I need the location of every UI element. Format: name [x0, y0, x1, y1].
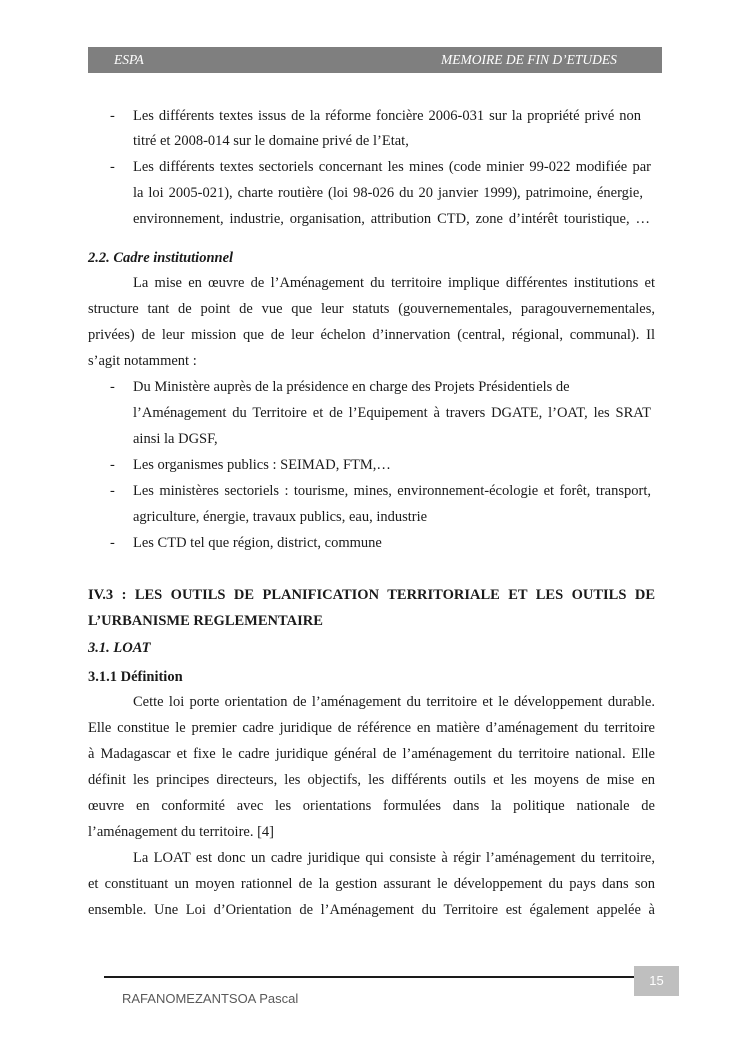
paragraph-line: La mise en œuvre de l’Aménagement du territoire implique différentes institutions et	[133, 275, 655, 291]
footer-author: RAFANOMEZANTSOA Pascal	[122, 991, 299, 1006]
list-bullet: -	[110, 535, 115, 551]
list-item-line: environnement, industrie, organisation, attribution CTD, zone d’intérêt touristique, …	[133, 211, 650, 227]
list-item-line: ainsi la DGSF,	[133, 431, 218, 447]
paragraph-line: à Madagascar et fixe le cadre juridique général de l’aménagement du territoire national. Elle	[88, 746, 655, 762]
list-item-line: l’Aménagement du Territoire et de l’Equipement à travers DGATE, l’OAT, les SRAT	[133, 405, 651, 421]
paragraph-line: ensemble. Une Loi d’Orientation de l’Aménagement du Territoire est également appelée à	[88, 902, 655, 918]
list-item-line: agriculture, énergie, travaux publics, eau, industrie	[133, 509, 428, 525]
paragraph-line: définit les principes directeurs, les objectifs, les différents outils et les moyens de mise en	[88, 772, 655, 788]
footer-divider	[104, 976, 634, 978]
list-item-line: Les CTD tel que région, district, commune	[133, 535, 382, 551]
subsection-heading: 3.1.1 Définition	[88, 669, 183, 685]
paragraph-line: et constituant un moyen rationnel de la gestion assurant le développement du pays dans son	[88, 876, 655, 892]
list-bullet: -	[110, 379, 115, 395]
header-right: MEMOIRE DE FIN D’ETUDES	[441, 52, 617, 67]
list-item-line: Les différents textes issus de la réforme foncière 2006-031 sur la propriété privé non	[133, 108, 641, 124]
paragraph-line: La LOAT est donc un cadre juridique qui consiste à régir l’aménagement du territoire,	[133, 850, 655, 866]
list-item-line: titré et 2008-014 sur le domaine privé de l’Etat,	[133, 133, 409, 149]
page-header	[88, 47, 662, 73]
chapter-title: IV.3 : LES OUTILS DE PLANIFICATION TERRITORIALE ET LES OUTILS DE	[88, 587, 655, 603]
paragraph-line: s’agit notamment :	[88, 353, 197, 369]
list-item-line: Les différents textes sectoriels concernant les mines (code minier 99-022 modifiée par	[133, 159, 651, 175]
chapter-title: L’URBANISME REGLEMENTAIRE	[88, 613, 323, 629]
list-bullet: -	[110, 457, 115, 473]
paragraph-line: Elle constitue le premier cadre juridique de référence en matière d’aménagement du territoire	[88, 720, 655, 736]
list-bullet: -	[110, 483, 115, 499]
paragraph-line: l’aménagement du territoire. [4]	[88, 824, 275, 840]
section-heading: 2.2. Cadre institutionnel	[88, 250, 234, 266]
header-left: ESPA	[114, 52, 144, 67]
paragraph-line: structure tant de point de vue que leur statuts (gouvernementales, paragouvernementales,	[88, 301, 655, 317]
list-item-line: Les organismes publics : SEIMAD, FTM,…	[133, 457, 391, 473]
list-item-line: Les ministères sectoriels : tourisme, mines, environnement-écologie et forêt, transport,	[133, 483, 651, 499]
paragraph-line: privées) de leur mission que de leur échelon d’innervation (central, régional, communal). Il	[88, 327, 655, 343]
paragraph-line: œuvre en conformité avec les orientations formulées dans la politique nationale de	[88, 798, 655, 814]
list-bullet: -	[110, 159, 115, 175]
list-item-line: Du Ministère auprès de la présidence en charge des Projets Présidentiels de	[133, 379, 570, 395]
subsection-heading: 3.1. LOAT	[88, 640, 151, 656]
page-number: 15	[634, 966, 679, 996]
list-bullet: -	[110, 108, 115, 124]
paragraph-line: Cette loi porte orientation de l’aménagement du territoire et le développement durable.	[133, 694, 655, 710]
list-item-line: la loi 2005-021), charte routière (loi 98-026 du 20 janvier 1999), patrimoine, énergie,	[133, 185, 643, 201]
